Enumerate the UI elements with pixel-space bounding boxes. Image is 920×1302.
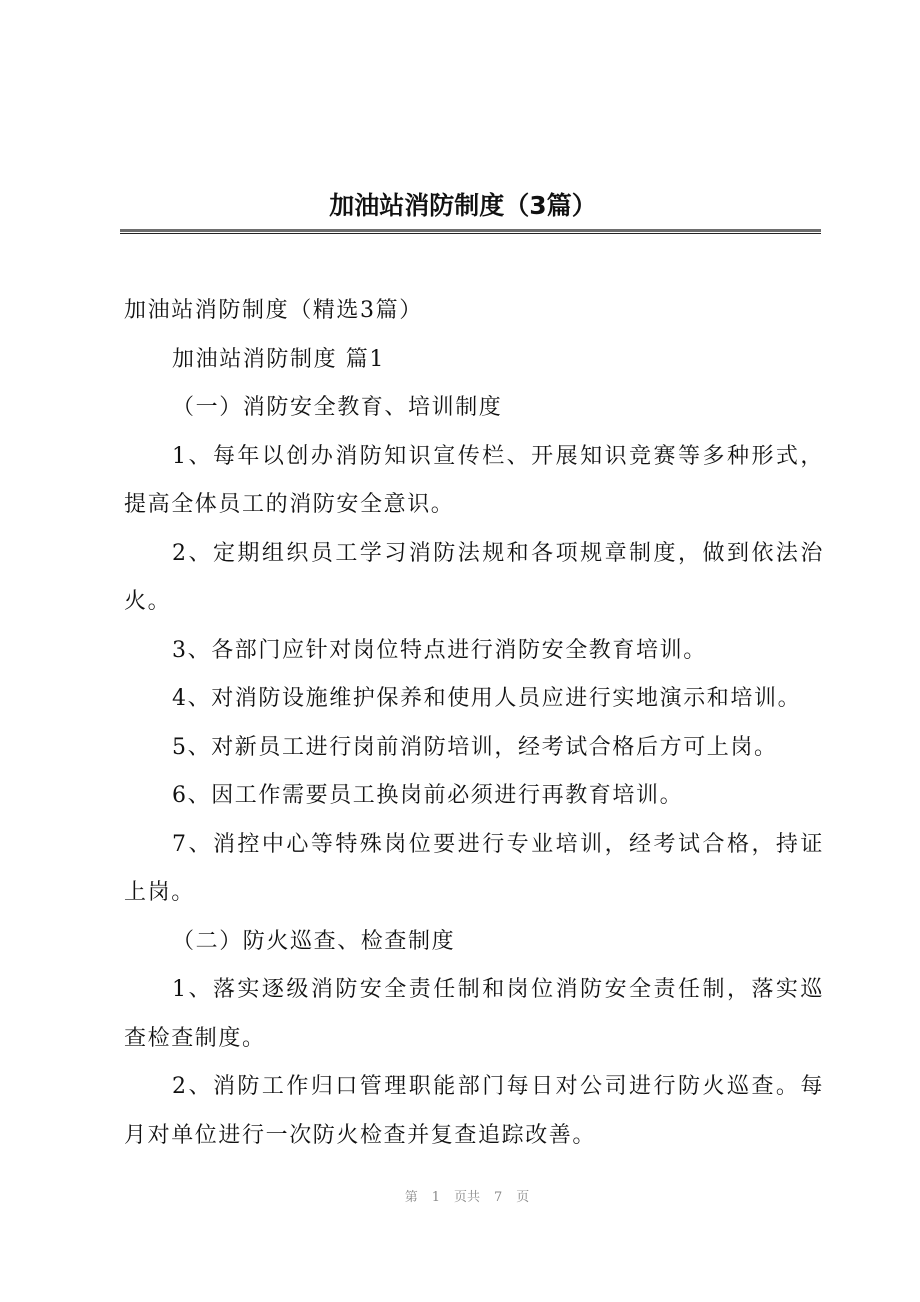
footer-total-pages: 7 (494, 1190, 503, 1205)
document-body (124, 287, 824, 1160)
footer-prefix: 第 (404, 1190, 418, 1205)
list-item: 1、每年以创办消防知识宣传栏、开展知识竞赛等多种形式，提高全体员工的消防安全意识。 (124, 443, 824, 517)
document-title: 加油站消防制度（3篇） (329, 191, 597, 220)
list-item: 4、对消防设施维护保养和使用人员应进行实地演示和培训。 (172, 686, 802, 711)
footer-suffix: 页 (516, 1190, 530, 1205)
page-footer (0, 1186, 920, 1205)
footer-current-page: 1 (431, 1190, 440, 1205)
section-heading-education: （一）消防安全教育、培训制度 (172, 395, 503, 420)
footer-middle: 页共 (453, 1190, 480, 1205)
subtitle-paragraph: 加油站消防制度 篇1 (172, 346, 385, 372)
list-item: 6、因工作需要员工换岗前必须进行再教育培训。 (172, 783, 684, 808)
list-item: 5、对新员工进行岗前消防培训，经考试合格后方可上岗。 (172, 734, 778, 760)
title-double-rule (120, 229, 821, 235)
list-item: 7、消控中心等特殊岗位要进行专业培训，经考试合格，持证上岗。 (124, 831, 824, 905)
title-rule-thin-line (120, 233, 821, 234)
intro-paragraph: 加油站消防制度（精选3篇） (124, 298, 423, 323)
list-item: 1、落实逐级消防安全责任制和岗位消防安全责任制，落实巡查检查制度。 (124, 977, 824, 1051)
list-item: 2、定期组织员工学习消防法规和各项规章制度，做到依法治火。 (124, 540, 824, 614)
title-rule-thick-line (120, 229, 821, 232)
list-item: 3、各部门应针对岗位特点进行消防安全教育培训。 (172, 637, 707, 663)
section-heading-inspection: （二）防火巡查、检查制度 (172, 928, 456, 954)
list-item: 2、消防工作归口管理职能部门每日对公司进行防火巡查。每月对单位进行一次防火检查并复查追踪改善。 (124, 1074, 824, 1148)
